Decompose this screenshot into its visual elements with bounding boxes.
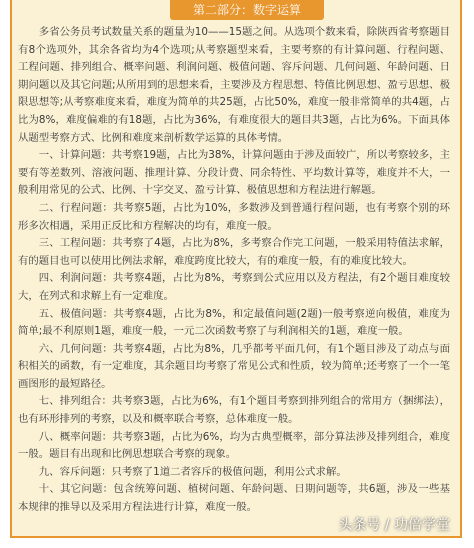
paragraph-extremum: 五、极值问题：共考察4题，占比为8%，和定最值问题(2题)一般考察逆向极值，难度为简单;最不利原则1题，难度一般，一元二次函数考察了与利润相关的1题，难度一般。 bbox=[18, 307, 450, 338]
paragraph-calculation: 一、计算问题：共考察19题，占比为38%，计算问题由于涉及面较广，所以考察较多，主要有等差数列、溶液问题、推理计算、分段计费、同余特性、平均数计算等，难度并不大，一般利用常见的公式、比例、十字交叉、盈亏计算、极值思想和方程法进行解题。 bbox=[18, 149, 450, 197]
paragraph-inclusion-exclusion: 九、容斥问题：只考察了1道二者容斥的极值问题，利用公式求解。 bbox=[38, 465, 347, 478]
section-title: 第二部分：数字运算 bbox=[170, 0, 324, 20]
article-content bbox=[18, 24, 450, 517]
paragraph-other: 十、其它问题：包含统筹问题、植树问题、年龄问题、日期问题等，共6题，涉及一些基本规律的推导以及采用方程法进行计算，难度一般。 bbox=[18, 483, 450, 514]
paragraph-permutation: 七、排列组合：共考察3题，占比为6%，有1个题目考察到排列组合的常用方（捆绑法），也有环形排列的考察，以及和概率联合考察，总体难度一般。 bbox=[18, 395, 450, 426]
watermark: 头条号 / 功倍学堂 bbox=[338, 517, 450, 533]
intro-paragraph: 多省公务员考试数量关系的题量为10——15题之间。从选项个数来看，除陕西省考察题目有8个选项外，其余各省均为4个选项;从考察题型来看，主要考察的有计算问题、行程问题、工程问题、排列组合、概率问题、利润问题、极值问题、容斥问题、几何问题、年龄问题、日期问题以及其它问题;从所用到的思想来看，主要涉及方程思想、特值比例思想、盈亏思想、极限思想等;从考察难度来看，难度为简单的共25题，占比50%，难度一般非常简单的共4题，占比为8%，难度偏难的有18题，占比为36%，有难度很大的题目共3题，占比为6%。下面具体从题型考察方式、比例和难度来剖析数学运算的具体考情。 bbox=[18, 26, 450, 144]
paragraph-engineering: 三、工程问题：共考察了4题，占比为8%，多考察合作完工问题，一般采用特值法求解，有的题目也可以使用比例法求解，难度跨度比较大，有的难度一般，有的难度比较大。 bbox=[18, 237, 450, 267]
paragraph-profit: 四、利润问题：共考察4题，占比为8%，考察到公式应用以及方程法，有2个题目难度较大，在列式和求解上有一定难度。 bbox=[18, 272, 450, 302]
paragraph-geometry: 六、几何问题：共考察4题，占比为8%，几乎都考平面几何，有1个题目涉及了动点与面积相关的函数，有一定难度，其余题目均考察了常见公式和性质，较为简单;还考察了一个一笔画图形的最短路径。 bbox=[18, 342, 450, 390]
paragraph-travel: 二、行程问题：共考察5题，占比为10%，多数涉及到普通行程问题，也有考察个别的环形多次相遇，采用正反比和方程解决的均有，难度一般。 bbox=[18, 201, 450, 232]
paragraph-probability: 八、概率问题：共考察3题，占比为6%，均为古典型概率，部分算法涉及排列组合，难度一般。题目有出现和比例思想联合考察的现象。 bbox=[18, 430, 450, 461]
